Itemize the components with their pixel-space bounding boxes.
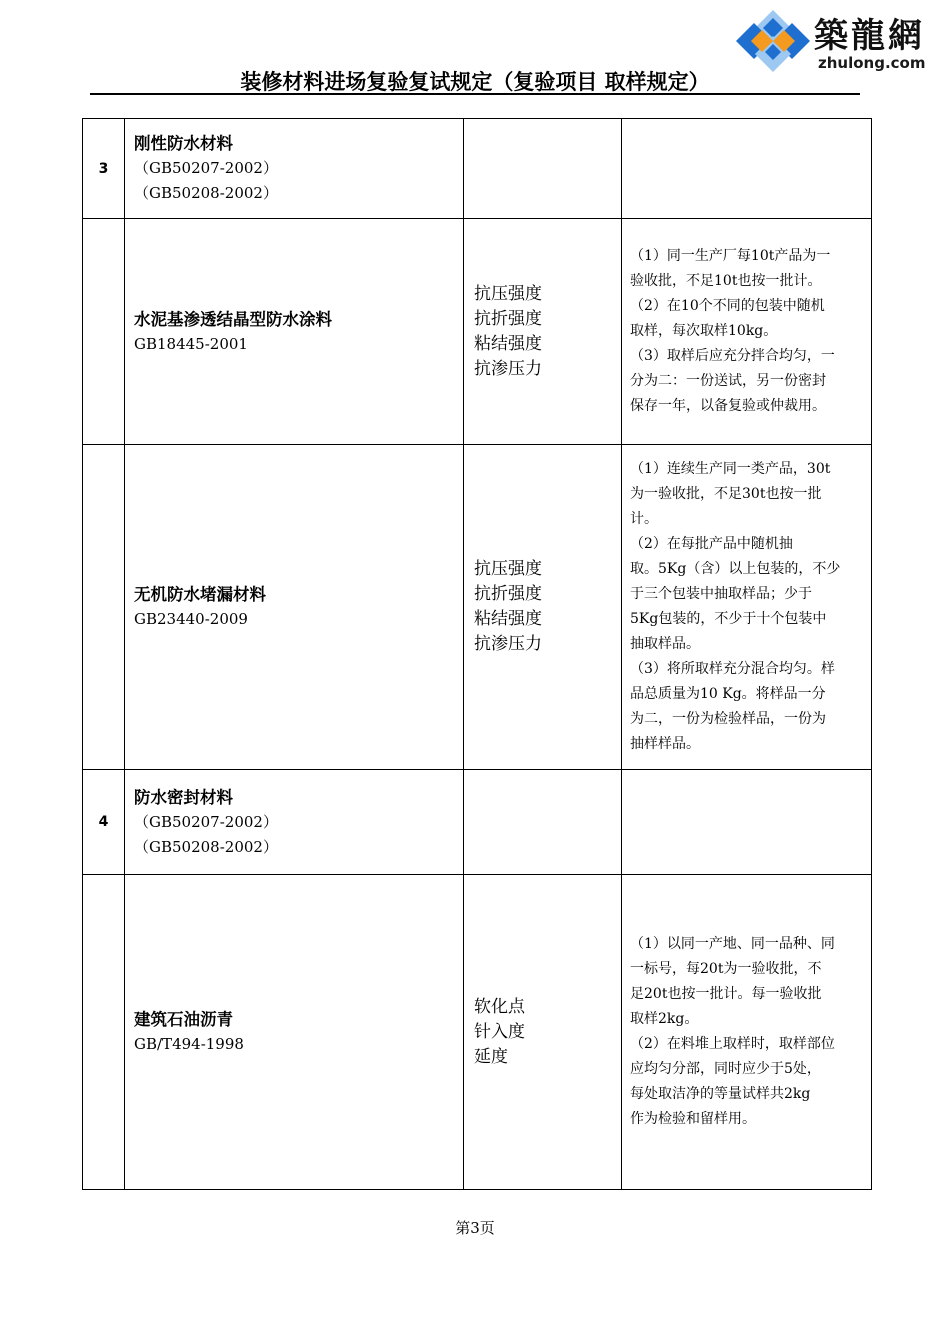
material-name: 防水密封材料 [134,787,233,807]
rule-line: 抽取样品。 [630,636,700,652]
rule-line: （2）在10个不同的包装中随机 [630,298,825,314]
material-standard: GB23440-2009 [134,610,248,628]
rule-line: 计。 [630,511,658,527]
material-name: 刚性防水材料 [134,134,233,153]
table-row [83,219,872,445]
test-item: 抗折强度 [474,308,542,329]
test-item: 粘结强度 [474,333,542,354]
rule-line: （1）连续生产同一类产品，30t [630,461,831,477]
rule-line: （3）将所取样充分混合均匀。样 [630,661,835,677]
sampling-rules-cell [622,119,872,219]
material-name: 无机防水堵漏材料 [134,585,266,604]
sampling-rules-cell [622,219,872,445]
test-items-cell [464,119,622,219]
document-title: 装修材料进场复验复试规定（复验项目 取样规定） [240,70,710,94]
rule-line: 抽样样品。 [630,736,700,752]
rule-line: 应均匀分部，同时应少于5处， [630,1061,821,1077]
table-row [83,770,872,875]
material-cell [125,119,464,219]
row-number [83,219,125,445]
logo-chinese-text: 築龍網 [814,16,925,56]
material-standard: GB18445-2001 [134,334,248,353]
material-standard: （GB50208-2002） [134,184,278,202]
test-item: 粘结强度 [474,609,542,629]
material-standard: （GB50207-2002） [134,159,278,177]
rule-line: （2）在料堆上取样时，取样部位 [630,1036,835,1052]
logo-mark-icon [732,8,814,74]
row-number: 3 [83,119,125,219]
rule-line: 足20t也按一批计。每一验收批 [630,986,822,1002]
material-name: 建筑石油沥青 [134,1010,233,1029]
rule-line: 为一验收批，不足30t也按一批 [630,486,822,502]
row-number [83,445,125,770]
rule-line: 作为检验和留样用。 [630,1111,756,1127]
materials-table [82,118,872,1190]
rule-line: （2）在每批产品中随机抽 [630,536,793,552]
material-cell [125,875,464,1190]
material-name: 水泥基渗透结晶型防水涂料 [134,309,332,329]
rule-line: （1）同一生产厂每10t产品为一 [630,248,831,264]
rule-line: 保存一年，以备复验或仲裁用。 [630,398,826,414]
material-cell [125,445,464,770]
material-cell [125,770,464,875]
sampling-rules-cell [622,445,872,770]
rule-line: 品总质量为10 Kg。将样品一分 [630,686,826,702]
sampling-rules-cell [622,770,872,875]
rule-line: 取样2kg。 [630,1011,699,1027]
test-item: 抗压强度 [474,283,542,304]
rule-line: 5Kg包装的，不少于十个包装中 [630,611,827,627]
material-standard: （GB50208-2002） [134,837,278,856]
rule-line: 取样，每次取样10kg。 [630,323,778,339]
rule-line: 每处取洁净的等量试样共2kg [630,1086,811,1102]
rule-line: 为二，一份为检验样品，一份为 [630,711,826,727]
test-item: 抗折强度 [474,584,542,604]
test-items-cell [464,219,622,445]
rule-line: 取。5Kg（含）以上包装的，不少 [630,561,841,577]
table-row [83,119,872,219]
rule-line: 于三个包装中抽取样品；少于 [630,586,812,602]
table-row [83,875,872,1190]
test-item: 抗压强度 [474,559,542,579]
table-row [83,445,872,770]
material-cell [125,219,464,445]
row-number: 4 [83,770,125,875]
rule-line: （1）以同一产地、同一品种、同 [630,936,835,952]
row-number [83,875,125,1190]
test-item: 软化点 [474,996,525,1017]
rule-line: 验收批，不足10t也按一批计。 [630,273,822,289]
test-item: 抗渗压力 [474,634,542,654]
test-items-cell [464,770,622,875]
test-item: 抗渗压力 [474,358,542,379]
material-standard: （GB50207-2002） [134,812,278,831]
rule-line: （3）取样后应充分拌合均匀，一 [630,348,835,364]
test-items-cell [464,875,622,1190]
title-underline [90,93,860,95]
rule-line: 分为二：一份送试，另一份密封 [630,373,826,389]
material-standard: GB/T494-1998 [134,1035,244,1053]
page-number: 第3页 [455,1219,495,1237]
test-items-cell [464,445,622,770]
logo-english-text: zhulong.com [818,54,926,72]
rule-line: 一标号，每20t为一验收批，不 [630,961,822,977]
test-item: 针入度 [474,1021,525,1042]
test-item: 延度 [474,1046,508,1067]
sampling-rules-cell [622,875,872,1190]
